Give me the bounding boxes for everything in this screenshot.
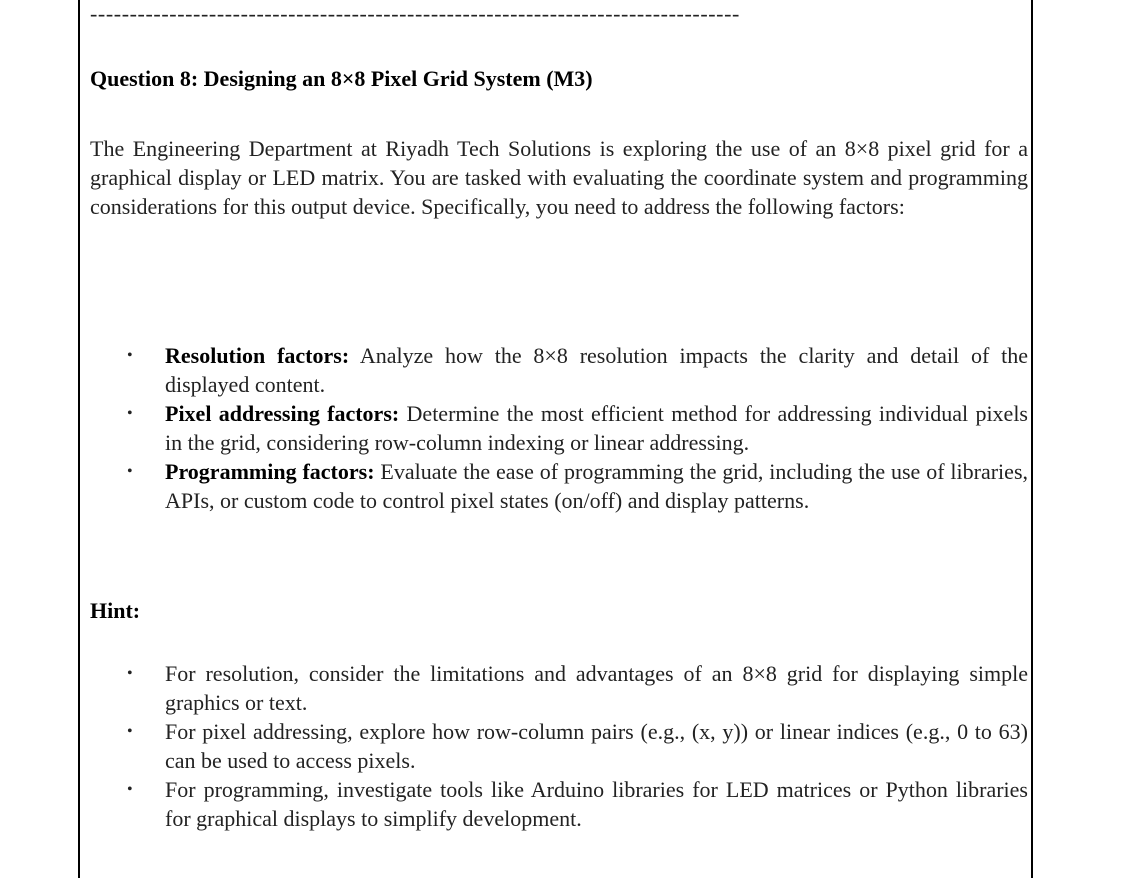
question-intro: The Engineering Department at Riyadh Tech Solutions is exploring the use of an 8×8 pixel grid for a graphical display or LED matrix. You are tasked with evaluating the coordinate system and programming considerations for this output device. Specifically, you need to address the following factors: xyxy=(90,136,1028,219)
bullet-icon: • xyxy=(127,665,133,682)
question-title: Question 8: Designing an 8×8 Pixel Grid System (M3) xyxy=(90,66,593,91)
separator-line: ---------------------------------------------------------------------------------- xyxy=(90,1,740,26)
factor-item-programming xyxy=(90,457,1028,515)
hint-text: For programming, investigate tools like Arduino libraries for LED matrices or Python libraries for graphical displays to simplify development. xyxy=(165,777,1028,831)
factor-label: Pixel addressing factors: xyxy=(165,401,400,426)
bullet-icon: • xyxy=(127,405,133,422)
factor-item-resolution xyxy=(90,341,1028,399)
bullet-icon: • xyxy=(127,463,133,480)
hint-item-pixel-addressing xyxy=(90,717,1028,775)
hint-item-programming xyxy=(90,775,1028,833)
bullet-icon: • xyxy=(127,723,133,740)
factor-label: Programming factors: xyxy=(165,459,375,484)
hint-heading: Hint: xyxy=(90,598,141,623)
hint-text: For pixel addressing, explore how row-column pairs (e.g., (x, y)) or linear indices (e.g., 0 to 63) can be used to access pixels. xyxy=(165,719,1028,773)
factors-list xyxy=(90,341,1028,515)
factor-text: Determine the most efficient method for addressing individual pixels in the grid, considering row-column indexing or linear addressing. xyxy=(165,401,1028,455)
factor-text: Analyze how the 8×8 resolution impacts the clarity and detail of the displayed content. xyxy=(165,343,1028,397)
hint-text: For resolution, consider the limitations and advantages of an 8×8 grid for displaying simple graphics or text. xyxy=(165,661,1028,715)
hint-item-resolution xyxy=(90,659,1028,717)
factor-text: Evaluate the ease of programming the grid, including the use of libraries, APIs, or custom code to control pixel states (on/off) and display patterns. xyxy=(165,459,1029,513)
factor-item-pixel-addressing xyxy=(90,399,1028,457)
factor-label: Resolution factors: xyxy=(165,343,350,368)
bullet-icon: • xyxy=(127,781,133,798)
hints-list xyxy=(90,659,1028,833)
bullet-icon: • xyxy=(127,347,133,364)
